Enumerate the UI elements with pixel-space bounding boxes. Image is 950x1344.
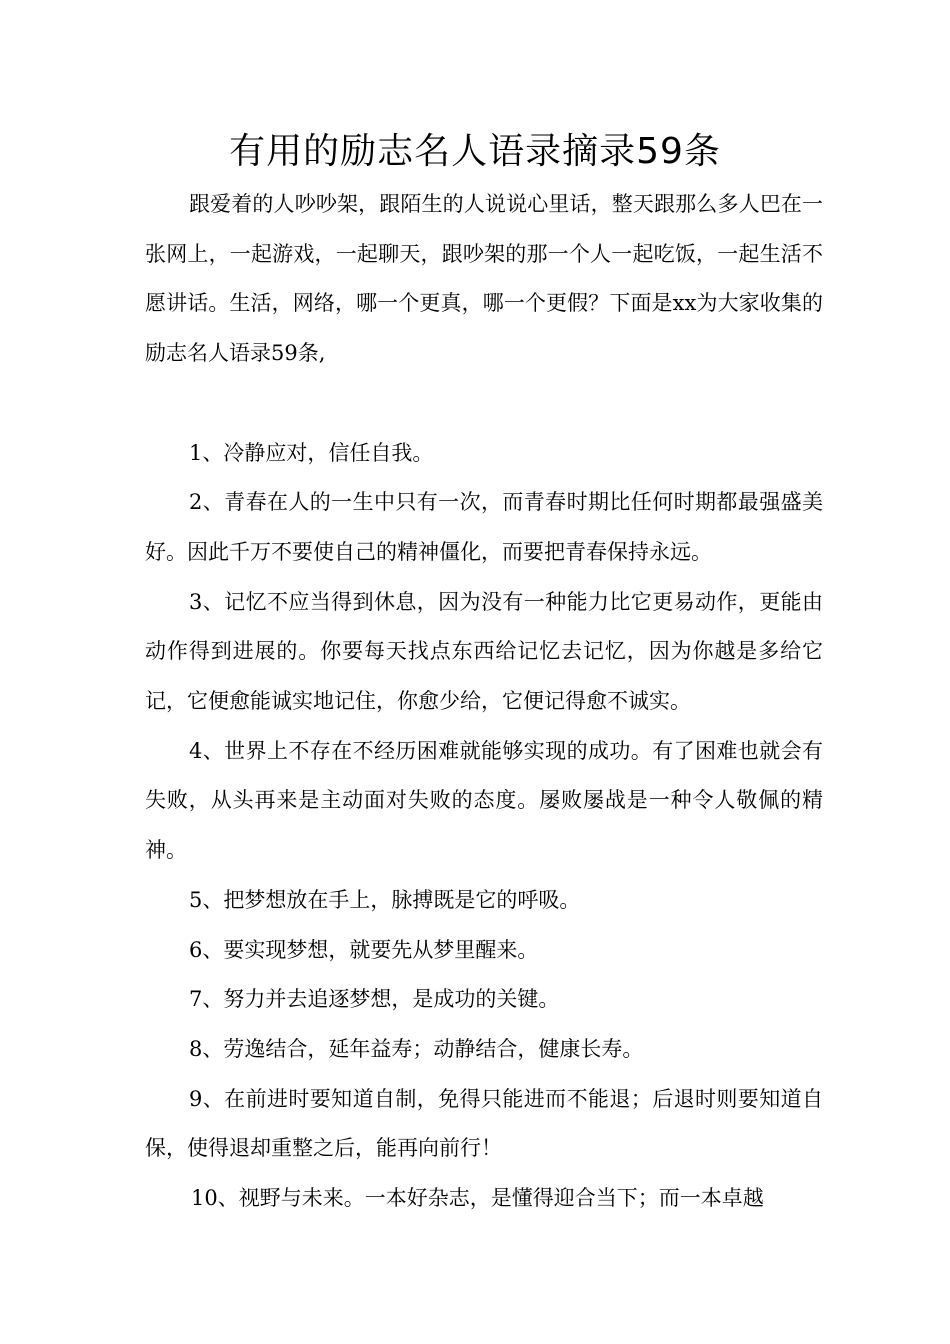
quote-item-6: 6、要实现梦想，就要先从梦里醒来。 bbox=[189, 937, 539, 962]
blank-line bbox=[145, 379, 823, 429]
quote-item-4: 4、世界上不存在不经历困难就能够实现的成功。有了困难也就会有失败，从头再来是主动面对失败的态度。屡败屡战是一种令人敬佩的精神。 bbox=[145, 738, 823, 863]
quote-item-5: 5、把梦想放在手上，脉搏既是它的呼吸。 bbox=[189, 887, 581, 912]
quote-item-9: 9、在前进时要知道自制，免得只能进而不能退；后退时则要知道自保，使得退却重整之后，能再向前行！ bbox=[145, 1086, 823, 1161]
quote-item-3: 3、记忆不应当得到休息，因为没有一种能力比它更易动作，更能由动作得到进展的。你要每天找点东西给记忆去记忆，因为你越是多给它记，它便愈能诚实地记住，你愈少给，它便记得愈不诚实。 bbox=[145, 589, 823, 714]
quote-item-1: 1、冷静应对，信任自我。 bbox=[189, 440, 434, 465]
quote-item-8: 8、劳逸结合，延年益寿；动静结合，健康长寿。 bbox=[189, 1036, 644, 1061]
quote-item-7: 7、努力并去追逐梦想，是成功的关键。 bbox=[189, 987, 560, 1012]
quote-item-2: 2、青春在人的一生中只有一次，而青春时期比任何时期都最强盛美好。因此千万不要使自己的精神僵化，而要把青春保持永远。 bbox=[145, 490, 823, 564]
quote-item-10: 10、视野与未来。一本好杂志，是懂得迎合当下；而一本卓越 bbox=[191, 1186, 764, 1211]
document-title: 有用的励志名人语录摘录59条 bbox=[229, 131, 721, 172]
document-body bbox=[145, 180, 823, 1224]
intro-paragraph: 跟爱着的人吵吵架，跟陌生的人说说心里话，整天跟那么多人巴在一张网上，一起游戏，一起聊天，跟吵架的那一个人一起吃饭，一起生活不愿讲话。生活，网络，哪一个更真，哪一个更假？下面是xx为大家收集的励志名人语录59条, bbox=[145, 192, 823, 366]
